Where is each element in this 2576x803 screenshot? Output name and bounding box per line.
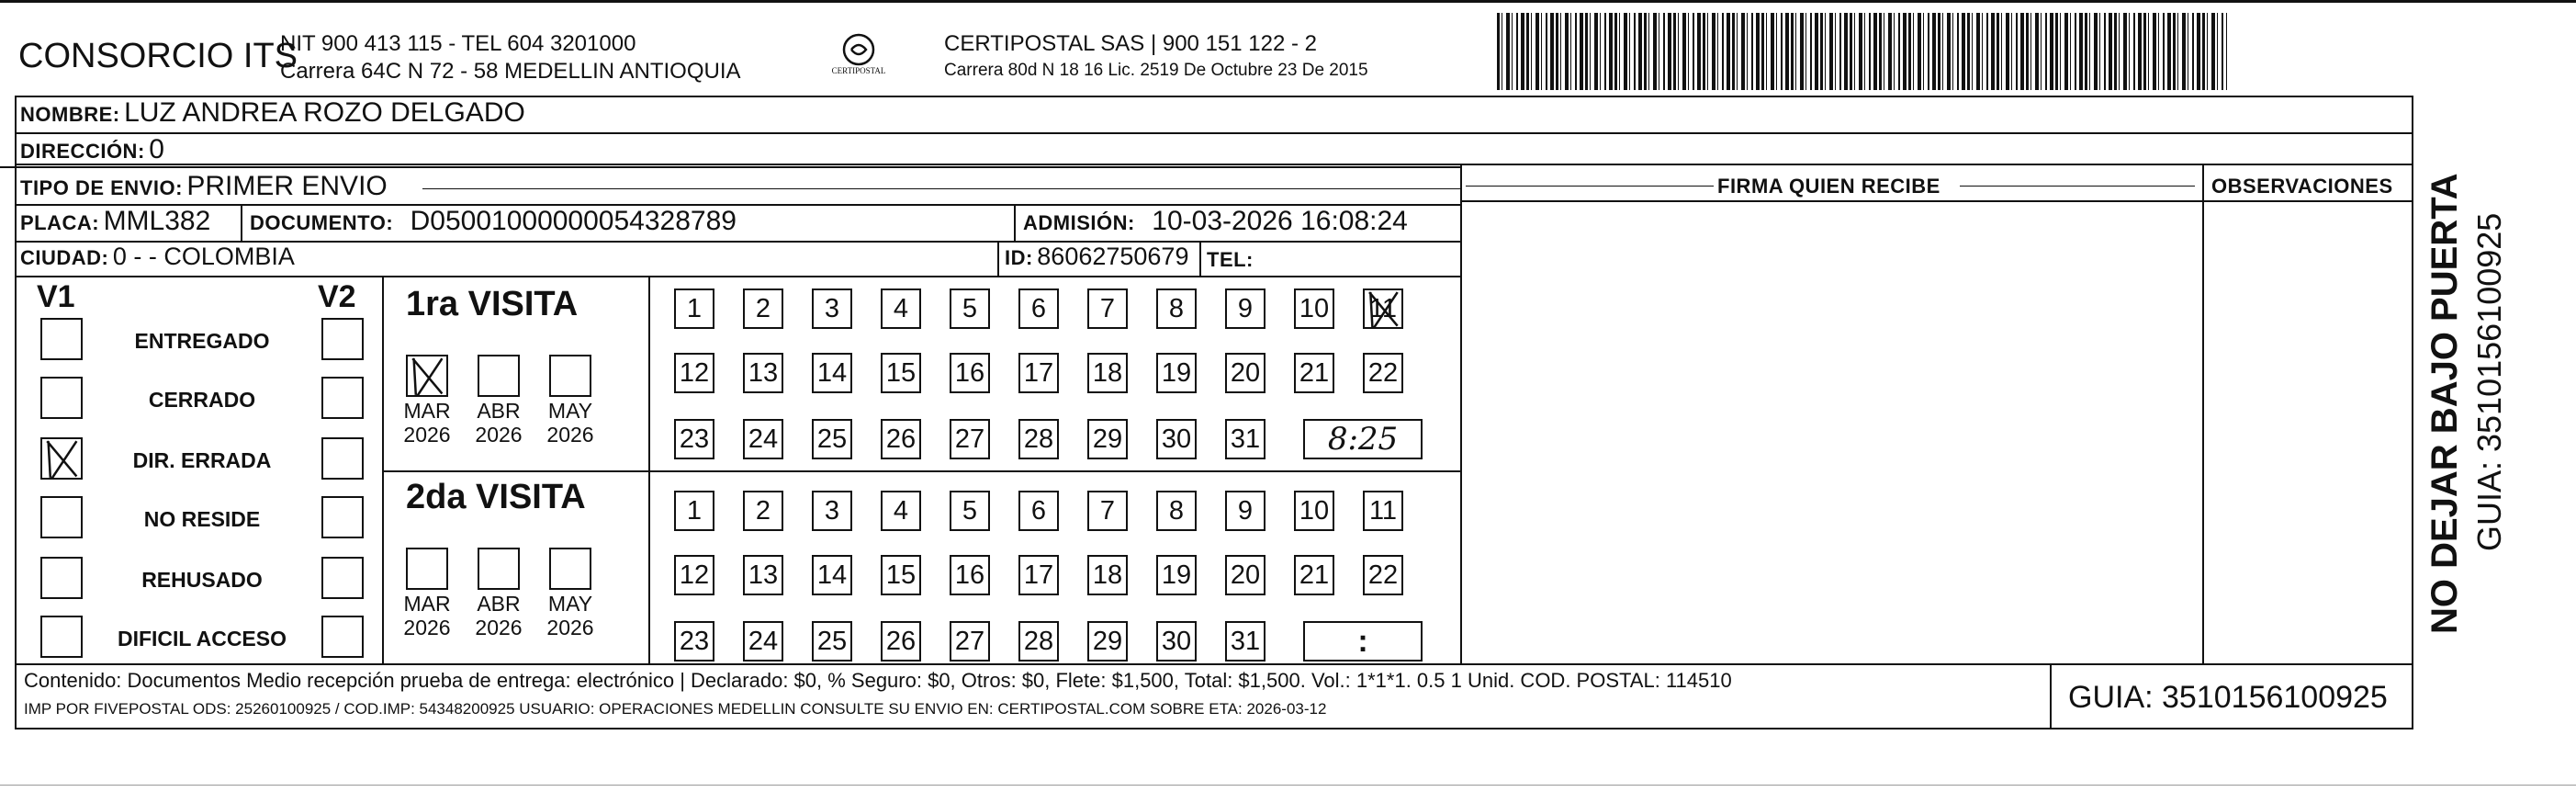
v1-checkbox-1[interactable]: [40, 377, 83, 419]
month-label-0: MAR: [403, 592, 451, 616]
v1-checkbox-5[interactable]: [40, 616, 83, 658]
visita1-day-8[interactable]: 8: [1156, 288, 1197, 329]
v2-checkbox-4[interactable]: [321, 557, 364, 599]
visita1-day-25[interactable]: 25: [812, 419, 852, 459]
year-label-0: 2026: [403, 423, 451, 447]
visita1-day-11[interactable]: 11: [1363, 288, 1403, 329]
visita1-day-14[interactable]: 14: [812, 353, 852, 393]
admision-cell: [1023, 206, 1408, 237]
visita1-day-22[interactable]: 22: [1363, 353, 1403, 393]
certipostal-logo: [817, 29, 900, 85]
visita1-day-20[interactable]: 20: [1225, 353, 1266, 393]
nombre-row: [20, 97, 525, 129]
firma-area[interactable]: [1464, 204, 2199, 662]
direccion-value: 0: [149, 134, 164, 164]
visita1-day-7[interactable]: 7: [1087, 288, 1128, 329]
visita-divider: [648, 276, 650, 663]
visita1-day-17[interactable]: 17: [1018, 353, 1059, 393]
placa-cell: [20, 206, 210, 237]
year-label-0: 2026: [403, 616, 451, 639]
row-line: [15, 164, 2413, 165]
footer-imp: IMP POR FIVEPOSTAL ODS: 25260100925 / COD.IMP: 54348200925 USUARIO: OPERACIONES MEDELLIN CONSULTE SU ENVIO EN: CERTIPOSTAL.COM SOBRE ETA: 2026-03-12: [24, 700, 1327, 718]
visita2-title: 2da VISITA: [406, 478, 586, 516]
visita1-day-26[interactable]: 26: [881, 419, 921, 459]
month-label-1: ABR: [477, 592, 521, 616]
barcode: [1497, 13, 2227, 90]
visita2-day-23[interactable]: 23: [674, 621, 714, 662]
v1-checkbox-2[interactable]: [40, 437, 83, 480]
documento-cell: [250, 206, 737, 237]
v2-checkbox-2[interactable]: [321, 437, 364, 480]
visita1-day-13[interactable]: 13: [743, 353, 783, 393]
admision-label: ADMISIÓN:: [1023, 211, 1135, 234]
visita1-day-16[interactable]: 16: [950, 353, 990, 393]
visita1-day-30[interactable]: 30: [1156, 419, 1197, 459]
visita1-day-3[interactable]: 3: [812, 288, 852, 329]
side-guia: GUIA: 3510156100925: [2470, 212, 2508, 551]
v2-month-box-1[interactable]: [478, 548, 520, 590]
bottom-trim: [0, 785, 2576, 786]
v2-checkbox-1[interactable]: [321, 377, 364, 419]
visita2-day-16[interactable]: 16: [950, 555, 990, 595]
visita1-day-29[interactable]: 29: [1087, 419, 1128, 459]
visita2-day-13[interactable]: 13: [743, 555, 783, 595]
tipo-envio-label: TIPO DE ENVIO:: [20, 176, 183, 199]
visita1-day-9[interactable]: 9: [1225, 288, 1266, 329]
visita2-day-21[interactable]: 21: [1294, 555, 1334, 595]
direccion-label: DIRECCIÓN:: [20, 140, 145, 163]
right-panel-divider: [1460, 164, 1462, 663]
v2-month-box-2[interactable]: [549, 548, 591, 590]
ciudad-value: 0 - - COLOMBIA: [112, 243, 295, 270]
visita2-day-8[interactable]: 8: [1156, 491, 1197, 531]
visita1-day-5[interactable]: 5: [950, 288, 990, 329]
visita1-day-23[interactable]: 23: [674, 419, 714, 459]
visita2-day-31[interactable]: 31: [1225, 621, 1266, 662]
top-border: [0, 0, 2576, 3]
right-panel-line: [1460, 200, 2413, 202]
v1-checkbox-3[interactable]: [40, 496, 83, 538]
visita2-day-30[interactable]: 30: [1156, 621, 1197, 662]
visita2-day-3[interactable]: 3: [812, 491, 852, 531]
month-label-0: MAR: [403, 399, 451, 423]
month-label-1: ABR: [477, 399, 521, 423]
observaciones-area[interactable]: [2206, 204, 2410, 662]
status-label-2: DIR. ERRADA: [132, 448, 272, 472]
visita2-day-5[interactable]: 5: [950, 491, 990, 531]
v1-checkbox-0[interactable]: [40, 318, 83, 360]
v1-label: V1: [37, 279, 75, 314]
x-mark-icon: [42, 439, 83, 480]
visita2-day-25[interactable]: 25: [812, 621, 852, 662]
visita2-day-2[interactable]: 2: [743, 491, 783, 531]
status-label-0: ENTREGADO: [134, 329, 270, 353]
visita2-day-4[interactable]: 4: [881, 491, 921, 531]
v1-checkbox-4[interactable]: [40, 557, 83, 599]
visita2-day-18[interactable]: 18: [1087, 555, 1128, 595]
visita1-day-21[interactable]: 21: [1294, 353, 1334, 393]
carrier-address: Carrera 80d N 18 16 Lic. 2519 De Octubre 23 De 2015: [944, 61, 1368, 80]
v1-month-box-0[interactable]: [406, 355, 448, 397]
visita1-day-31[interactable]: 31: [1225, 419, 1266, 459]
status-label-5: DIFICIL ACCESO: [117, 627, 287, 650]
observaciones-divider: [2202, 164, 2204, 663]
x-mark-icon: [1365, 290, 1403, 329]
footer-guia: GUIA: 3510156100925: [2068, 680, 2388, 715]
time-colon: :: [1357, 624, 1368, 659]
visita1-day-28[interactable]: 28: [1018, 419, 1059, 459]
visita2-day-14[interactable]: 14: [812, 555, 852, 595]
placa-label: PLACA:: [20, 211, 100, 234]
no-dejar-bajo-puerta: NO DEJAR BAJO PUERTA: [2424, 173, 2465, 634]
visita2-day-26[interactable]: 26: [881, 621, 921, 662]
nombre-label: NOMBRE:: [20, 103, 120, 126]
firma-header: FIRMA QUIEN RECIBE: [1717, 175, 1940, 198]
admision-value: 10-03-2026 16:08:24: [1152, 206, 1408, 236]
id-label: ID:: [1005, 246, 1033, 269]
documento-value: D05001000000054328789: [410, 206, 737, 236]
v2-label: V2: [318, 279, 356, 314]
v2-checkbox-0[interactable]: [321, 318, 364, 360]
footer-divider: [2050, 663, 2052, 729]
v1-month-box-2[interactable]: [549, 355, 591, 397]
row-line: [0, 166, 1460, 168]
visita2-day-17[interactable]: 17: [1018, 555, 1059, 595]
x-mark-icon: [408, 356, 448, 397]
v1-month-box-1[interactable]: [478, 355, 520, 397]
id-cell: [1005, 243, 1188, 271]
visita2-day-24[interactable]: 24: [743, 621, 783, 662]
visita1-day-18[interactable]: 18: [1087, 353, 1128, 393]
visita2-day-19[interactable]: 19: [1156, 555, 1197, 595]
observaciones-header: OBSERVACIONES: [2211, 175, 2393, 198]
visita2-day-7[interactable]: 7: [1087, 491, 1128, 531]
logo-text: CERTIPOSTAL: [831, 66, 886, 75]
visita2-day-11[interactable]: 11: [1363, 491, 1403, 531]
visita1-day-2[interactable]: 2: [743, 288, 783, 329]
visita1-day-12[interactable]: 12: [674, 353, 714, 393]
visita1-day-27[interactable]: 27: [950, 419, 990, 459]
ciudad-cell: [20, 243, 295, 271]
visita1-day-4[interactable]: 4: [881, 288, 921, 329]
visita1-time-box[interactable]: 8:25: [1303, 419, 1423, 459]
visita2-time-box[interactable]: [1303, 621, 1423, 662]
visita1-day-1[interactable]: 1: [674, 288, 714, 329]
visita2-day-10[interactable]: 10: [1294, 491, 1334, 531]
month-label-2: MAY: [547, 592, 593, 616]
visita2-day-1[interactable]: 1: [674, 491, 714, 531]
year-label-2: 2026: [546, 423, 594, 447]
year-label-1: 2026: [475, 423, 523, 447]
nombre-value: LUZ ANDREA ROZO DELGADO: [124, 97, 525, 128]
documento-label: DOCUMENTO:: [250, 211, 394, 234]
cell-divider: [241, 204, 242, 241]
status-label-1: CERRADO: [148, 388, 256, 412]
visita2-day-9[interactable]: 9: [1225, 491, 1266, 531]
direccion-row: [20, 134, 164, 165]
v2-checkbox-3[interactable]: [321, 496, 364, 538]
firma-rule: [1960, 186, 2195, 187]
status-divider: [382, 276, 384, 663]
cell-divider: [997, 241, 999, 276]
visita2-day-27[interactable]: 27: [950, 621, 990, 662]
logo-icon: [817, 29, 900, 85]
visita-separator: [382, 470, 1460, 472]
visita1-day-10[interactable]: 10: [1294, 288, 1334, 329]
visita2-day-28[interactable]: 28: [1018, 621, 1059, 662]
carrier-name: CERTIPOSTAL SAS | 900 151 122 - 2: [944, 31, 1317, 56]
tipo-envio-value: PRIMER ENVIO: [186, 171, 388, 201]
tel-label: TEL:: [1207, 248, 1254, 271]
visita1-title: 1ra VISITA: [406, 285, 579, 323]
footer-line: [15, 663, 2413, 665]
footer-contenido: Contenido: Documentos Medio recepción prueba de entrega: electrónico | Declarado: $0, % Seguro: $0, Otros: $0, Flete: $1,500, Total: $1,500. Vol.: 1*1*1. 0.5 1 Unid. COD. POSTAL: 114510: [24, 669, 1732, 692]
visita1-day-19[interactable]: 19: [1156, 353, 1197, 393]
month-label-2: MAY: [547, 399, 593, 423]
visita2-day-20[interactable]: 20: [1225, 555, 1266, 595]
company-address: Carrera 64C N 72 - 58 MEDELLIN ANTIOQUIA: [280, 59, 741, 84]
visita2-day-12[interactable]: 12: [674, 555, 714, 595]
row-line: [15, 276, 1460, 277]
tipo-envio-rule: [422, 188, 1460, 189]
row-line: [15, 132, 2413, 134]
company-nit: NIT 900 413 115 - TEL 604 3201000: [280, 31, 636, 56]
cell-divider: [1199, 241, 1201, 276]
ciudad-label: CIUDAD:: [20, 246, 109, 269]
status-label-4: REHUSADO: [141, 568, 263, 592]
v2-checkbox-5[interactable]: [321, 616, 364, 658]
company-name: CONSORCIO ITS: [18, 37, 298, 75]
visita2-day-6[interactable]: 6: [1018, 491, 1059, 531]
placa-value: MML382: [103, 206, 211, 236]
year-label-2: 2026: [546, 616, 594, 639]
visita1-day-15[interactable]: 15: [881, 353, 921, 393]
id-value: 86062750679: [1037, 243, 1189, 270]
status-label-3: NO RESIDE: [143, 507, 261, 531]
visita2-day-15[interactable]: 15: [881, 555, 921, 595]
v2-month-box-0[interactable]: [406, 548, 448, 590]
visita1-day-24[interactable]: 24: [743, 419, 783, 459]
year-label-1: 2026: [475, 616, 523, 639]
cell-divider: [1014, 204, 1016, 241]
visita2-day-29[interactable]: 29: [1087, 621, 1128, 662]
tipo-envio-row: [20, 171, 388, 202]
visita2-day-22[interactable]: 22: [1363, 555, 1403, 595]
firma-rule: [1466, 186, 1714, 187]
visita1-day-6[interactable]: 6: [1018, 288, 1059, 329]
